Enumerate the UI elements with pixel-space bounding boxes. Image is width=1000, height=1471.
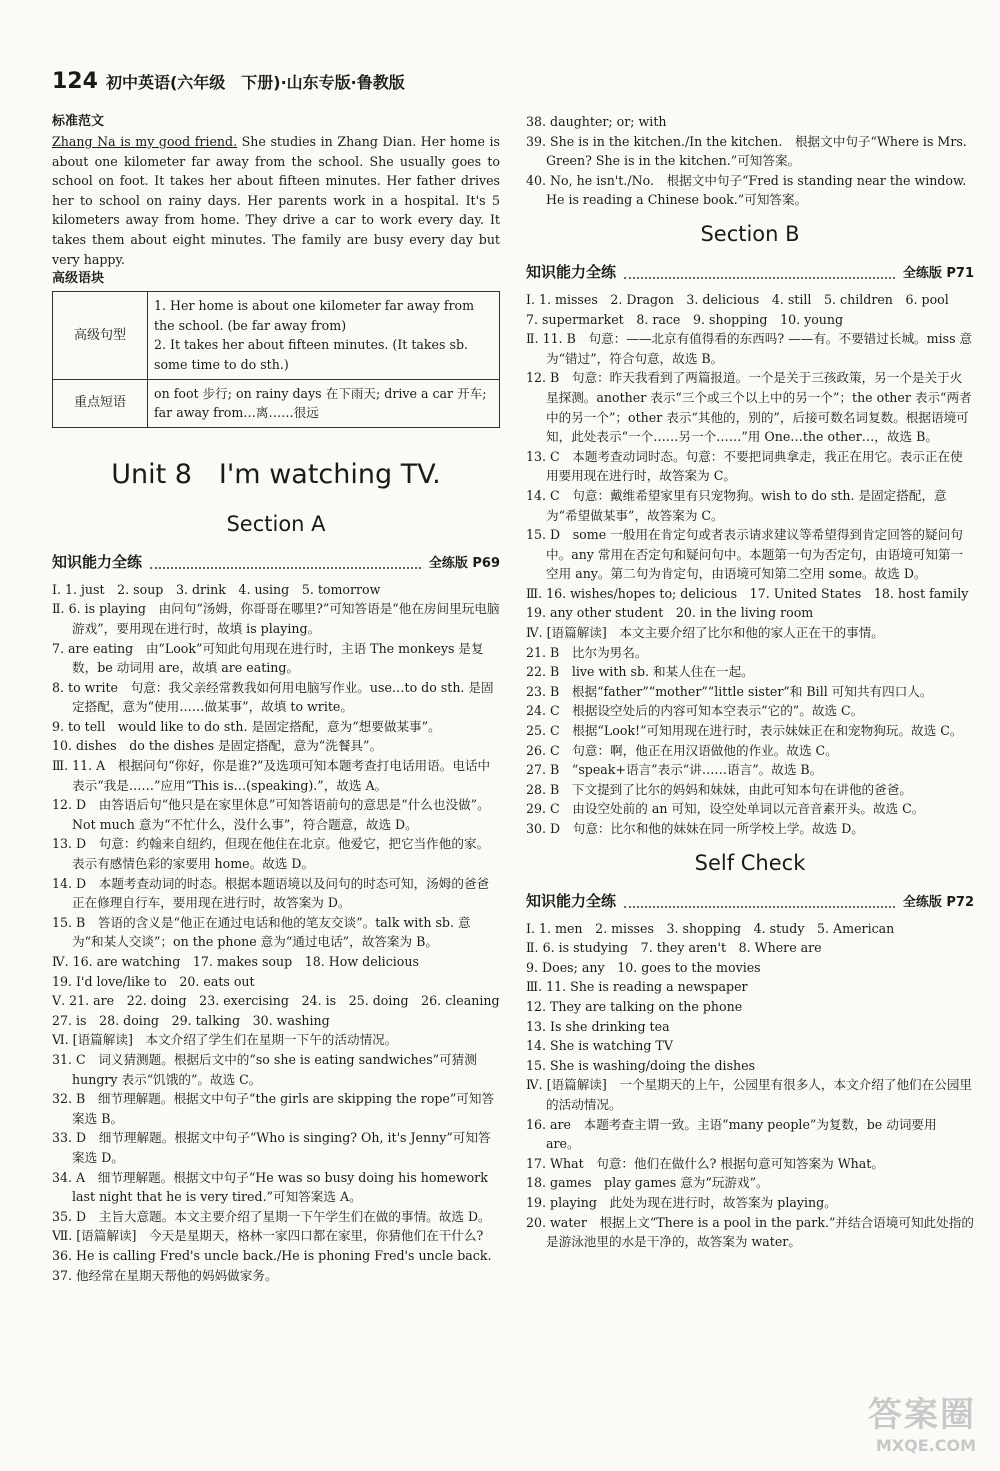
- answer-line: 23. B 根据“father”“mother”“little sister”和 Bill 可知共有四口人。: [526, 683, 933, 699]
- answer-line: Ⅱ. 6. is playing 由问句“汤姆，你哥哥在哪里?”可知答语是“他在房间里玩电脑游戏”，要用现在进行时，故填 is playing。: [52, 601, 500, 636]
- answer-line: Ⅰ. 1. just 2. soup 3. drink 4. using 5. tomorrow: [52, 581, 381, 597]
- table-content: on foot 步行; on rainy days 在下雨天; drive a car 开车; far away from…离……很远: [148, 379, 500, 427]
- answer-line: 15. D some 一般用在肯定句或者表示请求建议等希望得到肯定回答的疑问句中。any 常用在否定句和疑问句中。本题第一句为否定句，由语境可知第一空用 any。第二句为肯定句，由语境可知第二空用 some。故选 D。: [526, 527, 964, 582]
- practice-bar: [526, 260, 974, 284]
- answer-line: Ⅱ. 11. B 句意：——北京有值得看的东西吗? ——有。不要错过长城。miss 意为“错过”，符合句意，故选 B。: [526, 331, 973, 366]
- answer-line: 19. I'd love/like to 20. eats out: [52, 973, 255, 989]
- answer-line: 19. playing 此处为现在进行时，故答案为 playing。: [526, 1194, 837, 1210]
- answer-list: [526, 290, 974, 839]
- right-column: [526, 112, 974, 1252]
- answer-line: 21. B 比尔为男名。: [526, 644, 648, 660]
- answer-line: 7. supermarket 8. race 9. shopping 10. young: [526, 311, 844, 327]
- self-check-title: Self Check: [694, 850, 806, 875]
- answer-line: 8. to write 句意：我父亲经常教我如何用电脑写作业。use…to do sth. 是固定搭配，意为“使用……做某事”，故填 to write。: [52, 679, 494, 715]
- answer-line: Ⅳ. [语篇解读] 本文主要介绍了比尔和他的家人正在干的事情。: [526, 625, 884, 641]
- model-essay-heading: 标准范文: [52, 114, 105, 129]
- answer-line: 27. B “speak+语言”表示“讲……语言”。故选 B。: [526, 762, 823, 778]
- answer-line: 16. are 本题考查主谓一致。主语“many people”为复数，be 动词要用 are。: [526, 1116, 937, 1152]
- answer-line: 13. Is she drinking tea: [526, 1018, 670, 1034]
- answer-line: 14. She is watching TV: [526, 1038, 673, 1054]
- answer-line: 20. water 根据上文“There is a pool in the park.”并结合语境可知此处指的是游泳池里的水是干净的，故答案为 water。: [526, 1214, 974, 1250]
- answer-line: 27. is 28. doing 29. talking 30. washing: [52, 1012, 330, 1028]
- dotted-leader: [150, 555, 421, 569]
- answer-line: 40. No, he isn't./No. 根据文中句子“Fred is standing near the window. He is reading a Chinese book.”可知答案。: [526, 172, 967, 208]
- table-row: [53, 292, 500, 379]
- answer-line: 30. D 句意：比尔和他的妹妹在同一所学校上学。故选 D。: [526, 821, 864, 836]
- answer-line: 9. Does; any 10. goes to the movies: [526, 959, 761, 975]
- practice-ref: 全练版 P71: [902, 266, 974, 282]
- dotted-leader: [624, 265, 895, 279]
- answer-line: 29. C 由设空处前的 an 可知，设空处单词以元音音素开头。故选 C。: [526, 801, 925, 817]
- answer-line: 14. D 本题考查动词的时态。根据本题语境以及问句的时态可知，汤姆的爸爸正在修理自行车，要用现在进行时，故答案为 D。: [52, 875, 490, 911]
- table-label: 重点短语: [53, 379, 148, 427]
- book-title: 初中英语(六年级 下册)·山东专版·鲁教版: [105, 72, 405, 92]
- table-label: 高级句型: [53, 292, 148, 379]
- practice-ref: 全练版 P72: [902, 895, 974, 911]
- answer-line: 25. C 根据“Look!”可知用现在进行时，表示妹妹正在和宠物狗玩。故选 C。: [526, 723, 963, 739]
- watermark: [806, 1387, 976, 1457]
- answer-list: [526, 919, 974, 1252]
- answer-line: 34. A 细节理解题。根据文中句子“He was so busy doing his homework last night that he is very tired.”可知答案选 A。: [52, 1169, 488, 1205]
- answer-line: 31. C 词义猜测题。根据后文中的“so she is eating sandwiches”可猜测 hungry 表示“饥饿的”。故选 C。: [52, 1051, 477, 1087]
- table-content: 1. Her home is about one kilometer far away from the school. (be far away from) 2. It takes her about fifteen minutes. (It takes sb. some time to do sth.): [148, 292, 500, 379]
- left-column: [52, 112, 500, 1285]
- model-essay-underlined: Zhang Na is my good friend.: [52, 134, 238, 149]
- answer-line: 14. C 句意：戴维希望家里有只宠物狗。wish to do sth. 是固定搭配，意为“希望做某事”，故答案为 C。: [526, 487, 947, 523]
- section-a-title: Section A: [226, 511, 326, 536]
- answer-line: Ⅳ. 16. are watching 17. makes soup 18. How delicious: [52, 954, 419, 969]
- dotted-leader: [624, 894, 895, 908]
- answer-line: Ⅲ. 11. A 根据问句“你好，你是谁?”及选项可知本题考查打电话用语。电话中表示“我是……”应用“This is…(speaking).”，故选 A。: [52, 758, 491, 793]
- practice-bar: [52, 550, 500, 574]
- answer-line: 18. games play games 意为“玩游戏”。: [526, 1175, 769, 1191]
- answer-line: 32. B 细节理解题。根据文中句子“the girls are skipping the rope”可知答案选 B。: [52, 1091, 495, 1126]
- unit-title: Unit 8 I'm watching TV.: [111, 458, 441, 490]
- answer-line: 9. to tell would like to do sth. 是固定搭配，意为“想要做某事”。: [52, 718, 441, 734]
- answer-line: Ⅲ. 16. wishes/hopes to; delicious 17. United States 18. host family: [526, 585, 969, 601]
- answer-line: 35. D 主旨大意题。本文主要介绍了星期一下午学生们在做的事情。故选 D。: [52, 1208, 491, 1224]
- practice-label: 知识能力全练: [52, 553, 143, 572]
- answer-line: 28. B 下文提到了比尔的妈妈和妹妹，由此可知本句在讲他的爸爸。: [526, 781, 912, 797]
- answer-line: Ⅴ. 21. are 22. doing 23. exercising 24. is 25. doing 26. cleaning: [52, 993, 500, 1009]
- answer-line: 22. B live with sb. 和某人住在一起。: [526, 664, 754, 680]
- answer-line: Ⅰ. 1. misses 2. Dragon 3. delicious 4. still 5. children 6. pool: [526, 291, 949, 307]
- answer-line: 12. They are talking on the phone: [526, 998, 743, 1014]
- answer-line: 15. She is washing/doing the dishes: [526, 1057, 756, 1073]
- table-row: [53, 379, 500, 427]
- answer-line: Ⅰ. 1. men 2. misses 3. shopping 4. study 5. American: [526, 920, 895, 936]
- practice-label: 知识能力全练: [526, 892, 617, 911]
- answer-line: 13. D 句意：约翰来自纽约，但现在他住在北京。他爱它，把它当作他的家。表示有感情色彩的家要用 home。故选 D。: [52, 836, 490, 872]
- answer-list: [526, 112, 974, 210]
- model-essay-body: She studies in Zhang Dian. Her home is about one kilometer far away from the school. She usually goes to school on foot. It takes her about fifteen minutes. Her father drives her to school on rainy days. Her parents work in a hospital. It's 5 kilometers away from home. They drive a car to work every day. It takes them about eight minutes. The family are busy every day but very happy.: [52, 134, 500, 267]
- answer-line: 39. She is in the kitchen./In the kitchen. 根据文中句子“Where is Mrs. Green? She is in the kitchen.”可知答案。: [526, 133, 967, 169]
- answer-line: Ⅵ. [语篇解读] 本文介绍了学生们在星期一下午的活动情况。: [52, 1032, 398, 1048]
- answer-line: 12. D 由答语后句“他只是在家里休息”可知答语前句的意思是“什么也没做”。Not much 意为“不忙什么，没什么事”，符合题意，故选 D。: [52, 797, 490, 832]
- section-b-title: Section B: [700, 221, 800, 246]
- answer-line: 24. C 根据设空处后的内容可知本空表示“它的”。故选 C。: [526, 703, 864, 719]
- answer-line: 12. B 句意：昨天我看到了两篇报道。一个是关于三孩政策，另一个是关于火星探测。another 表示“三个或三个以上中的另一个”；the other 表示“两者中的另一个”；other 表示“其他的，别的”，后接可数名词复数。根据语境可知，此处表示“一个……另一个……”用 One…the other…，故选 B。: [526, 370, 972, 445]
- answer-line: 38. daughter; or; with: [526, 114, 667, 129]
- practice-bar: [526, 889, 974, 913]
- answer-line: 33. D 细节理解题。根据文中句子“Who is singing? Oh, it's Jenny”可知答案选 D。: [52, 1130, 491, 1165]
- practice-ref: 全练版 P69: [428, 556, 500, 572]
- answer-line: 37. 他经常在星期天帮他的妈妈做家务。: [52, 1267, 278, 1283]
- advanced-chunks-table: [52, 291, 500, 428]
- answer-line: 13. C 本题考查动词时态。句意：不要把词典拿走，我正在用它。表示正在使用要用现在进行时，故答案为 C。: [526, 448, 963, 484]
- answer-line: Ⅱ. 6. is studying 7. they aren't 8. Where are: [526, 940, 822, 956]
- chunks-heading: 高级语块: [52, 271, 105, 287]
- answer-line: Ⅳ. [语篇解读] 一个星期天的上午，公园里有很多人，本文介绍了他们在公园里的活动情况。: [526, 1077, 973, 1112]
- watermark-logo: 答案圈: [868, 1395, 976, 1435]
- page-number: 124: [52, 68, 98, 94]
- answer-line: Ⅶ. [语篇解读] 今天是星期天，格林一家四口都在家里，你猜他们在干什么?: [52, 1228, 484, 1244]
- practice-label: 知识能力全练: [526, 263, 617, 282]
- answer-line: 36. He is calling Fred's uncle back./He is phoning Fred's uncle back.: [52, 1247, 492, 1263]
- answer-list: [52, 580, 500, 1285]
- answer-line: 19. any other student 20. in the living room: [526, 605, 814, 621]
- answer-line: 7. are eating 由“Look”可知此句用现在进行时，主语 The monkeys 是复数，be 动词用 are，故填 are eating。: [52, 640, 484, 676]
- page-header: [52, 66, 405, 96]
- answer-line: 26. C 句意：啊，他正在用汉语做他的作业。故选 C。: [526, 742, 838, 758]
- answer-line: 10. dishes do the dishes 是固定搭配，意为“洗餐具”。: [52, 738, 383, 754]
- answer-line: Ⅲ. 11. She is reading a newspaper: [526, 979, 748, 995]
- answer-line: 17. What 句意：他们在做什么? 根据句意可知答案为 What。: [526, 1155, 884, 1171]
- answer-line: 15. B 答语的含义是“他正在通过电话和他的笔友交谈”。talk with sb. 意为“和某人交谈”；on the phone 意为“通过电话”，故答案为 B。: [52, 914, 471, 950]
- watermark-site: MXQE.COM: [875, 1436, 976, 1455]
- model-essay: [52, 132, 500, 269]
